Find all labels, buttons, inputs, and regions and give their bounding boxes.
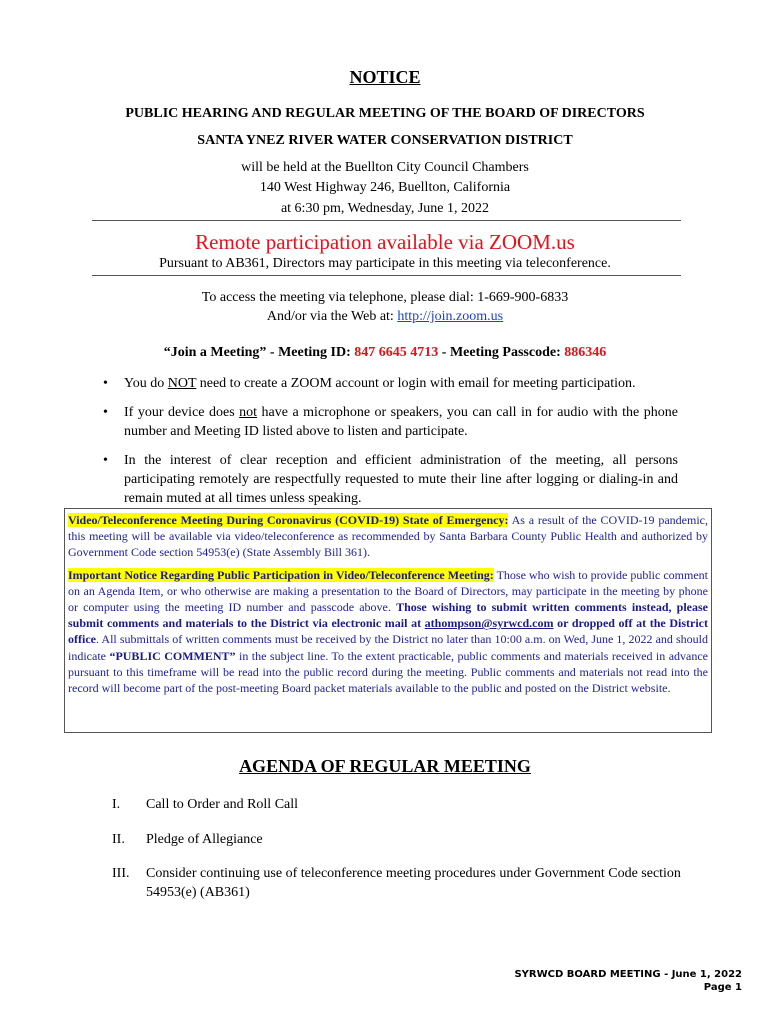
zoom-join-link[interactable]: http://join.zoom.us bbox=[397, 309, 504, 324]
divider-bottom bbox=[92, 275, 681, 276]
web-access-info bbox=[0, 309, 770, 325]
emergency-paragraph: Video/Teleconference Meeting During Coronavirus (COVID-19) State of Emergency: As a result of the COVID-19 pandemic, this meeting will be available via video/teleconference as recommended by Santa Barbara County Public Health and authorized by Government Code section 54953(e) (State Assembly Bill 361). bbox=[68, 513, 708, 560]
list-item: • You do NOT need to create a ZOOM account or login with email for meeting participation. bbox=[103, 376, 636, 391]
divider-top bbox=[92, 220, 681, 221]
list-item: • In the interest of clear reception and efficient administration of the meeting, all persons participating remotely are respectfully requested to mute their line after logging or dialing-in and remain muted at all times unless speaking. bbox=[103, 453, 678, 506]
emergency-heading: Video/Teleconference Meeting During Coronavirus (COVID-19) State of Emergency: bbox=[68, 513, 509, 527]
footer-meeting-label: SYRWCD BOARD MEETING - June 1, 2022 bbox=[514, 969, 742, 980]
dial-in-info: To access the meeting via telephone, please dial: 1-669-900-6833 bbox=[201, 290, 569, 305]
bullet-icon: • bbox=[103, 453, 108, 468]
list-item: • If your device does not have a microphone or speakers, you can call in for audio with the phone number and Meeting ID listed above to listen and participate. bbox=[103, 405, 678, 439]
public-comment-paragraph: Important Notice Regarding Public Participation in Video/Teleconference Meeting: Those who wish to provide public comment on an Agenda Item, or who otherwise are making a presentation to the Board of Directors, may participate in the meeting by phone or computer using the meeting ID number and passcode above. Those wishing to submit written comments instead, please submit comments and materials to the District via electronic mail at athompson@syrwcd.com or dropped off at the District office. All submittals of written comments must be received by the District no later than 10:00 a.m. on Wed, June 1, 2022 and should indicate “PUBLIC COMMENT” in the subject line. To the extent practicable, public comments and materials received in advance pursuant to this timeframe will be read into the public record during the meeting. Public comments and materials not read into the record will become part of the post-meeting Board packet materials available to the public and posted on the District website. bbox=[68, 567, 709, 696]
meeting-id: 847 6645 4713 bbox=[354, 345, 439, 360]
agenda-title: AGENDA OF REGULAR MEETING bbox=[239, 756, 531, 776]
web-prefix: And/or via the Web at: bbox=[266, 309, 398, 324]
agenda-item-number: III. bbox=[112, 866, 130, 881]
passcode-label: - Meeting Passcode: bbox=[438, 345, 565, 360]
agenda-item-number: II. bbox=[112, 832, 125, 847]
join-meeting-info bbox=[0, 345, 770, 361]
footer-page-number: Page 1 bbox=[703, 982, 742, 993]
location-line-2: 140 West Highway 246, Buellton, California bbox=[259, 180, 511, 195]
agenda-item-text: Call to Order and Roll Call bbox=[146, 797, 299, 812]
agenda-item-number: I. bbox=[112, 797, 121, 812]
bullet-icon: • bbox=[103, 405, 108, 420]
district-name: SANTA YNEZ RIVER WATER CONSERVATION DISTRICT bbox=[197, 133, 573, 148]
meeting-passcode: 886346 bbox=[564, 345, 607, 360]
agenda-item-text: Consider continuing use of teleconference meeting procedures under Government Code section 54953(e) (AB361) bbox=[146, 866, 681, 900]
agenda-item-text: Pledge of Allegiance bbox=[146, 832, 263, 847]
pursuant-note: Pursuant to AB361, Directors may participate in this meeting via teleconference. bbox=[159, 256, 611, 271]
location-line-1: will be held at the Buellton City Council Chambers bbox=[241, 160, 529, 175]
notice-title: NOTICE bbox=[349, 67, 421, 87]
district-email-link[interactable]: athompson@syrwcd.com bbox=[424, 616, 554, 631]
location-line-3: at 6:30 pm, Wednesday, June 1, 2022 bbox=[280, 201, 490, 216]
public-participation-heading: Important Notice Regarding Public Participation in Video/Teleconference Meeting: bbox=[68, 567, 494, 582]
bullet-icon: • bbox=[103, 376, 108, 391]
covid-notice-box bbox=[64, 508, 712, 733]
participation-bullets bbox=[103, 374, 678, 518]
join-label: “Join a Meeting” - Meeting ID: bbox=[163, 345, 355, 360]
remote-participation-title: Remote participation available via ZOOM.us bbox=[195, 230, 575, 254]
meeting-heading: PUBLIC HEARING AND REGULAR MEETING OF THE BOARD OF DIRECTORS bbox=[125, 106, 645, 121]
